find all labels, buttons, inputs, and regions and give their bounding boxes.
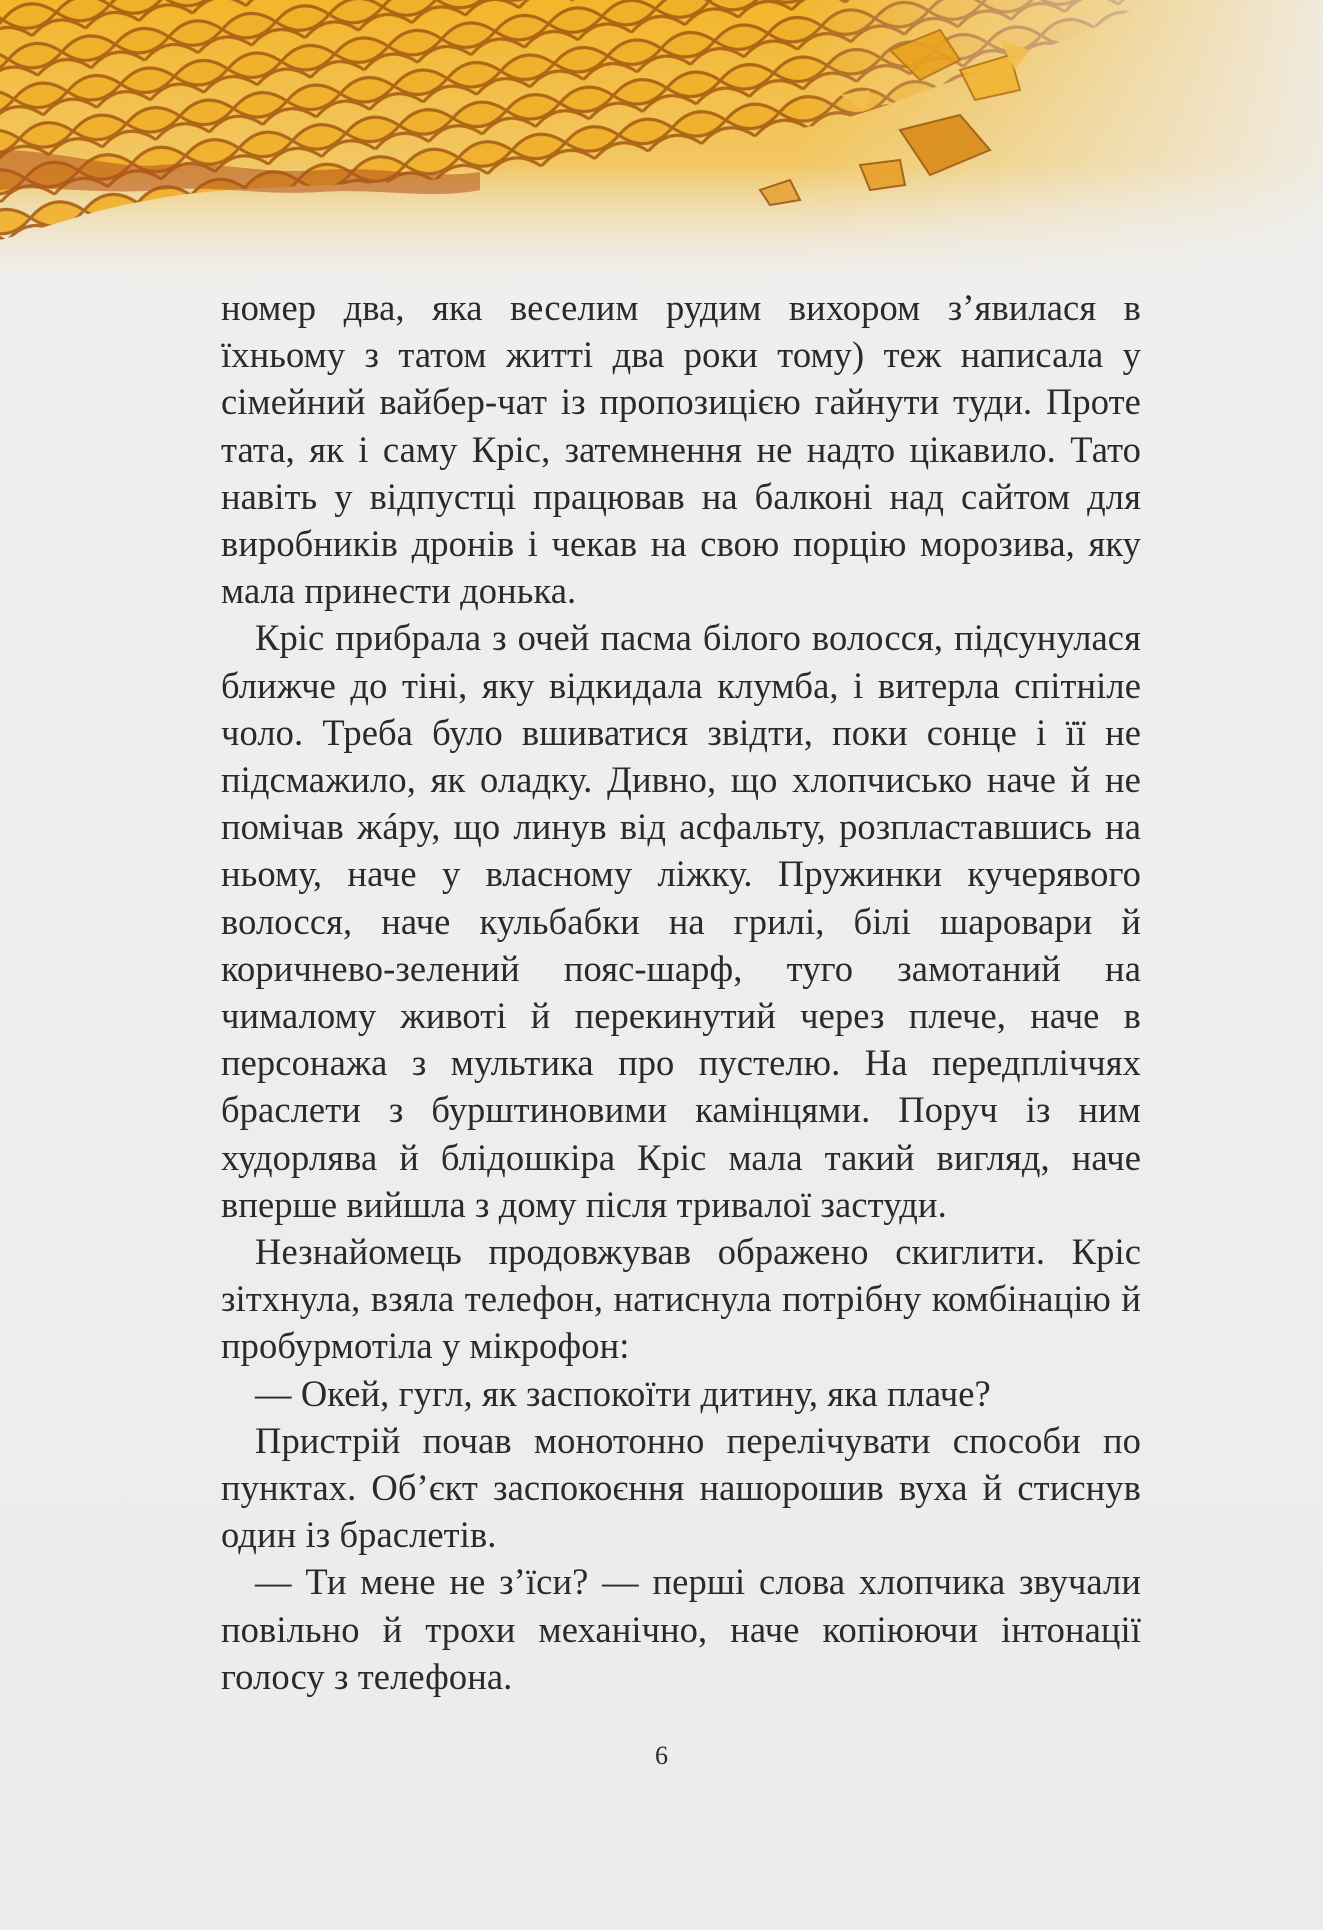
paragraph-4: Пристрій почав монотонно перелічувати способи по пунктах. Об’єкт заспокоєння нашорошив вуха й стиснув один із браслетів. xyxy=(221,1419,1141,1556)
dialogue-line-1: — Окей, гугл, як заспокоїти дитину, яка плаче? xyxy=(255,1372,991,1414)
page-number: 6 xyxy=(655,1741,668,1770)
paragraph-3: Незнайомець продовжував ображено скиглити. Кріс зітхнула, взяла телефон, натиснула потрібну комбінацію й пробурмотіла у мікрофон: xyxy=(221,1231,1141,1367)
body-text xyxy=(221,284,1141,1700)
paragraph-2: Кріс прибрала з очей пасма білого волосся, підсунулася ближче до тіні, яку відкидала клумба, і витерла спітніле чоло. Треба було вшиватися звідти, поки сонце і її не підсмажило, як оладку. Дивно, що хлопчисько наче й не помічав жáру, що линув від асфальту, розпластавшись на ньому, наче у власному ліжку. Пружинки кучерявого волосся, наче кульбабки на грилі, білі шаровари й коричнево-зелений пояс-шарф, туго замотаний на чималому животі й перекинутий через плече, наче в персонажа з мультика про пустелю. На передпліччях браслети з бурштиновими камінцями. Поруч із ним худорлява й блідошкіра Кріс мала такий вигляд, наче вперше вийшла з дому після тривалої застуди. xyxy=(221,617,1141,1225)
dialogue-line-2: — Ти мене не з’їси? — перші слова хлопчика звучали повільно й трохи механічно, наче копіюючи інтонації голосу з телефона. xyxy=(221,1561,1141,1697)
paragraph-1: номер два, яка веселим рудим вихором з’явилася в їхньому з татом житті два роки тому) теж написала у сімейний вайбер-чат із пропозицією гайнути туди. Проте тата, як і саму Кріс, затемнення не надто цікавило. Тато навіть у відпустці працював на балконі над сайтом для виробників дронів і чекав на свою порцію морозива, яку мала принести донька. xyxy=(221,287,1141,612)
golden-scales-header-illustration xyxy=(0,0,1323,300)
